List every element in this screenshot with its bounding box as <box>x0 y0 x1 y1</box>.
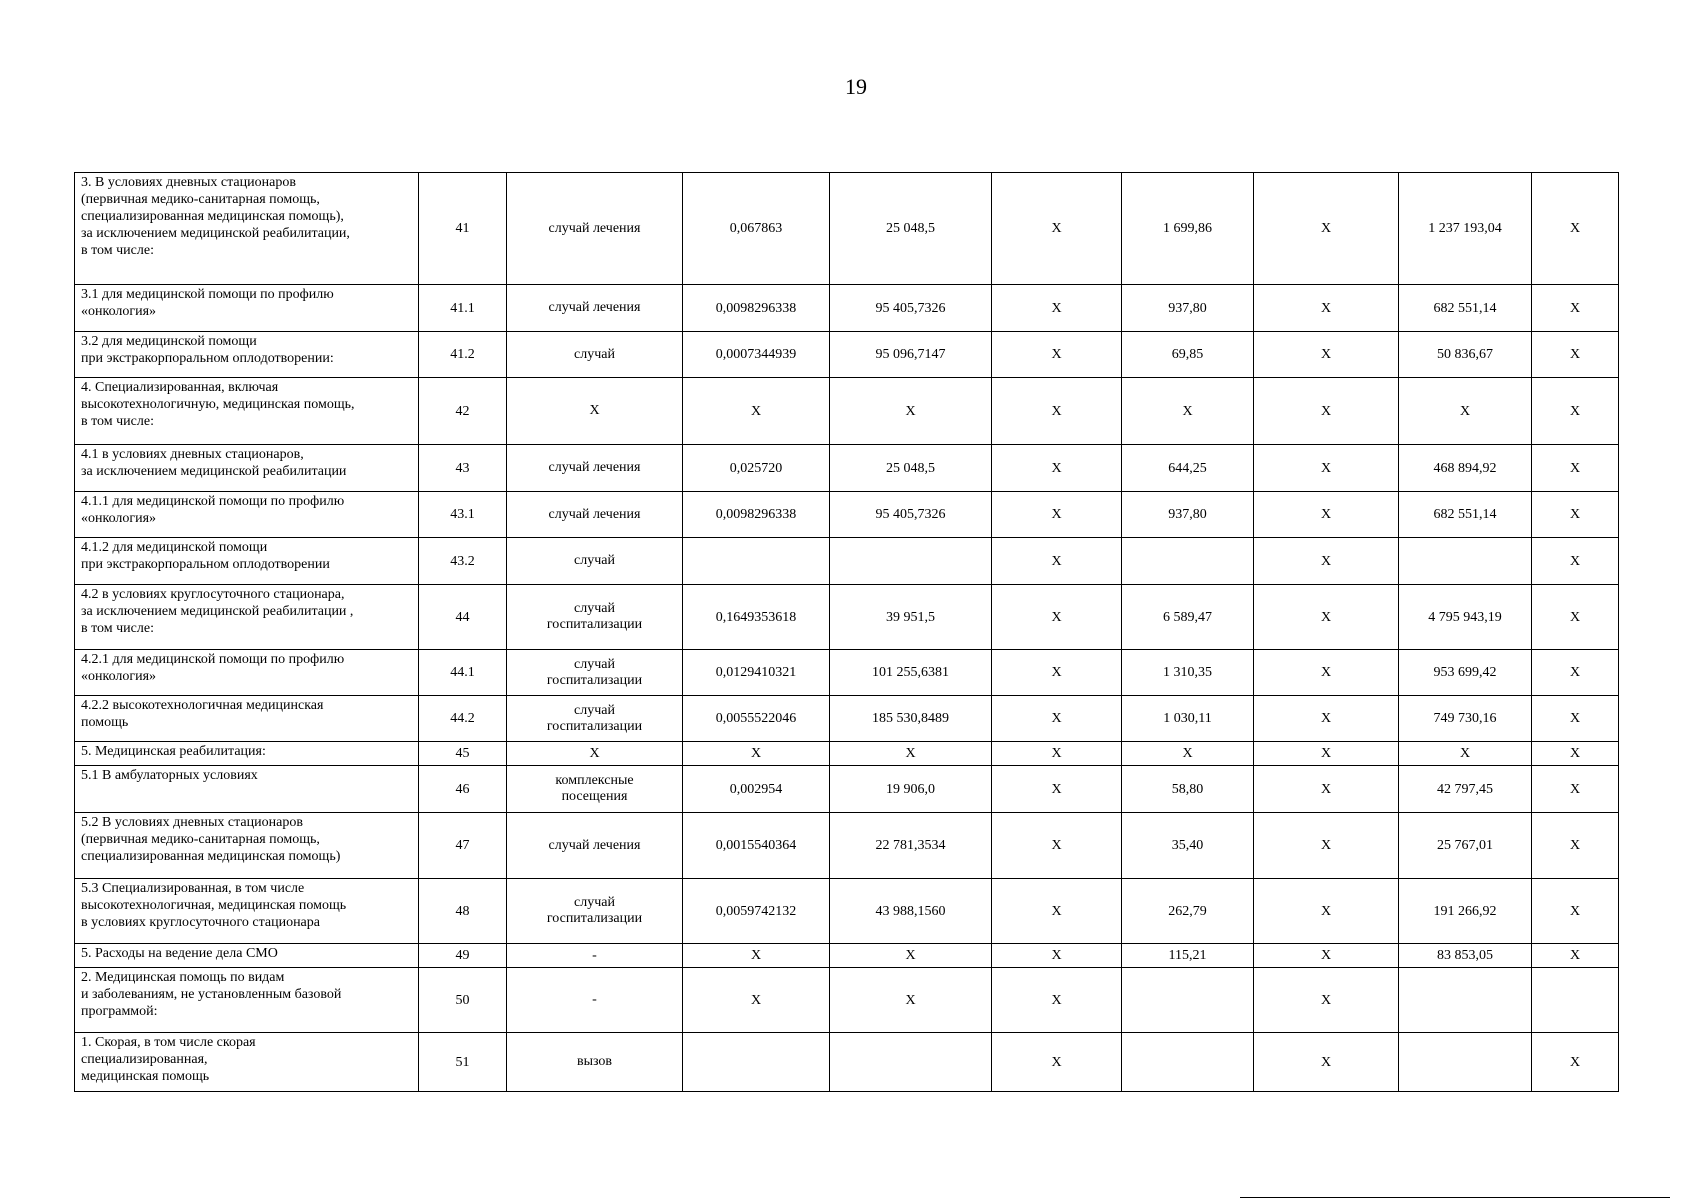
value-x1-cell: X <box>992 445 1122 492</box>
value-x2-cell: X <box>1254 492 1399 538</box>
cost-norm-cell: 185 530,8489 <box>830 696 992 742</box>
row-code-cell: 46 <box>419 766 507 813</box>
total-cost-cell: 25 767,01 <box>1399 813 1532 879</box>
value-x2-cell: X <box>1254 879 1399 944</box>
value-x2-cell: X <box>1254 285 1399 332</box>
row-name-cell: 4.1.1 для медицинской помощи по профилю «онкология» <box>75 492 419 538</box>
row-code-cell: 41.2 <box>419 332 507 378</box>
financing-table <box>74 172 1619 1092</box>
value-x1-cell: X <box>992 492 1122 538</box>
value-x1-cell: X <box>992 173 1122 285</box>
row-code-cell: 43.1 <box>419 492 507 538</box>
volume-norm-cell: X <box>683 968 830 1033</box>
unit-of-measure-cell: X <box>507 742 683 766</box>
total-cost-cell: 83 853,05 <box>1399 944 1532 968</box>
total-cost-cell: 191 266,92 <box>1399 879 1532 944</box>
row-name-cell: 3.1 для медицинской помощи по профилю «онкология» <box>75 285 419 332</box>
value-x3-cell: X <box>1532 285 1619 332</box>
table-row <box>75 492 1619 538</box>
table-row <box>75 585 1619 650</box>
cost-norm-cell: 95 405,7326 <box>830 492 992 538</box>
table-row <box>75 696 1619 742</box>
row-code-cell: 41.1 <box>419 285 507 332</box>
table-row <box>75 445 1619 492</box>
volume-norm-cell: 0,0015540364 <box>683 813 830 879</box>
value-x2-cell: X <box>1254 696 1399 742</box>
cost-norm-cell <box>830 1033 992 1092</box>
volume-norm-cell: X <box>683 742 830 766</box>
unit-of-measure-cell: случай лечения <box>507 173 683 285</box>
value-x3-cell: X <box>1532 944 1619 968</box>
unit-of-measure-cell: случай <box>507 332 683 378</box>
volume-norm-cell: 0,1649353618 <box>683 585 830 650</box>
unit-of-measure-cell: - <box>507 968 683 1033</box>
volume-norm-cell: X <box>683 944 830 968</box>
cost-norm-cell: X <box>830 944 992 968</box>
table-row <box>75 968 1619 1033</box>
per-capita-norm-cell: 937,80 <box>1122 285 1254 332</box>
row-name-cell: 4. Специализированная, включая высокотехнологичную, медицинская помощь, в том числе: <box>75 378 419 445</box>
footer-rule <box>1240 1197 1670 1198</box>
row-name-cell: 4.2.1 для медицинской помощи по профилю «онкология» <box>75 650 419 696</box>
value-x1-cell: X <box>992 1033 1122 1092</box>
per-capita-norm-cell: X <box>1122 742 1254 766</box>
row-name-cell: 2. Медицинская помощь по видам и заболеваниям, не установленным базовой программой: <box>75 968 419 1033</box>
total-cost-cell: 468 894,92 <box>1399 445 1532 492</box>
volume-norm-cell <box>683 1033 830 1092</box>
row-name-cell: 4.1.2 для медицинской помощи при экстракорпоральном оплодотворении <box>75 538 419 585</box>
unit-of-measure-cell: - <box>507 944 683 968</box>
cost-norm-cell: 101 255,6381 <box>830 650 992 696</box>
value-x1-cell: X <box>992 650 1122 696</box>
table-row <box>75 650 1619 696</box>
volume-norm-cell: 0,0129410321 <box>683 650 830 696</box>
table-row <box>75 944 1619 968</box>
total-cost-cell: 682 551,14 <box>1399 492 1532 538</box>
unit-of-measure-cell: случай лечения <box>507 445 683 492</box>
value-x2-cell: X <box>1254 944 1399 968</box>
value-x3-cell: X <box>1532 766 1619 813</box>
row-code-cell: 49 <box>419 944 507 968</box>
value-x2-cell: X <box>1254 332 1399 378</box>
total-cost-cell <box>1399 538 1532 585</box>
value-x3-cell: X <box>1532 742 1619 766</box>
unit-of-measure-cell: вызов <box>507 1033 683 1092</box>
unit-of-measure-cell: случай госпитализации <box>507 585 683 650</box>
value-x3-cell: X <box>1532 492 1619 538</box>
per-capita-norm-cell: 1 310,35 <box>1122 650 1254 696</box>
cost-norm-cell: X <box>830 742 992 766</box>
row-name-cell: 4.2 в условиях круглосуточного стационара, за исключением медицинской реабилитации , в том числе: <box>75 585 419 650</box>
row-code-cell: 44.1 <box>419 650 507 696</box>
value-x3-cell: X <box>1532 445 1619 492</box>
row-code-cell: 41 <box>419 173 507 285</box>
unit-of-measure-cell: случай госпитализации <box>507 879 683 944</box>
volume-norm-cell: 0,0055522046 <box>683 696 830 742</box>
row-code-cell: 43.2 <box>419 538 507 585</box>
page-number: 19 <box>845 74 867 99</box>
value-x1-cell: X <box>992 538 1122 585</box>
table-row <box>75 813 1619 879</box>
total-cost-cell: 50 836,67 <box>1399 332 1532 378</box>
value-x3-cell <box>1532 968 1619 1033</box>
volume-norm-cell: 0,025720 <box>683 445 830 492</box>
table-row <box>75 538 1619 585</box>
volume-norm-cell: 0,067863 <box>683 173 830 285</box>
cost-norm-cell: 95 405,7326 <box>830 285 992 332</box>
row-name-cell: 5.2 В условиях дневных стационаров (первичная медико-санитарная помощь, специализированная медицинская помощь) <box>75 813 419 879</box>
value-x3-cell: X <box>1532 813 1619 879</box>
value-x1-cell: X <box>992 378 1122 445</box>
value-x2-cell: X <box>1254 650 1399 696</box>
cost-norm-cell: 25 048,5 <box>830 173 992 285</box>
unit-of-measure-cell: случай лечения <box>507 285 683 332</box>
unit-of-measure-cell: X <box>507 378 683 445</box>
value-x3-cell: X <box>1532 879 1619 944</box>
cost-norm-cell: X <box>830 378 992 445</box>
cost-norm-cell: 22 781,3534 <box>830 813 992 879</box>
cost-norm-cell: 19 906,0 <box>830 766 992 813</box>
per-capita-norm-cell <box>1122 968 1254 1033</box>
value-x1-cell: X <box>992 742 1122 766</box>
value-x3-cell: X <box>1532 1033 1619 1092</box>
value-x2-cell: X <box>1254 445 1399 492</box>
per-capita-norm-cell: X <box>1122 378 1254 445</box>
total-cost-cell: 1 237 193,04 <box>1399 173 1532 285</box>
row-name-cell: 5.3 Специализированная, в том числе высокотехнологичная, медицинская помощь в условиях круглосуточного стационара <box>75 879 419 944</box>
volume-norm-cell: 0,0059742132 <box>683 879 830 944</box>
value-x3-cell: X <box>1532 332 1619 378</box>
cost-norm-cell: 43 988,1560 <box>830 879 992 944</box>
volume-norm-cell <box>683 538 830 585</box>
cost-norm-cell <box>830 538 992 585</box>
cost-norm-cell: 95 096,7147 <box>830 332 992 378</box>
total-cost-cell: 42 797,45 <box>1399 766 1532 813</box>
row-name-cell: 4.1 в условиях дневных стационаров, за исключением медицинской реабилитации <box>75 445 419 492</box>
value-x2-cell: X <box>1254 585 1399 650</box>
row-name-cell: 1. Скорая, в том числе скорая специализированная, медицинская помощь <box>75 1033 419 1092</box>
value-x3-cell: X <box>1532 650 1619 696</box>
row-name-cell: 3. В условиях дневных стационаров (первичная медико-санитарная помощь, специализированная медицинская помощь), за исключением медицинской реабилитации, в том числе: <box>75 173 419 285</box>
row-code-cell: 44 <box>419 585 507 650</box>
cost-norm-cell: 39 951,5 <box>830 585 992 650</box>
value-x1-cell: X <box>992 285 1122 332</box>
total-cost-cell: 4 795 943,19 <box>1399 585 1532 650</box>
total-cost-cell <box>1399 1033 1532 1092</box>
total-cost-cell: 682 551,14 <box>1399 285 1532 332</box>
total-cost-cell <box>1399 968 1532 1033</box>
total-cost-cell: 953 699,42 <box>1399 650 1532 696</box>
per-capita-norm-cell: 1 699,86 <box>1122 173 1254 285</box>
unit-of-measure-cell: случай лечения <box>507 492 683 538</box>
value-x3-cell: X <box>1532 696 1619 742</box>
value-x1-cell: X <box>992 332 1122 378</box>
value-x3-cell: X <box>1532 378 1619 445</box>
row-name-cell: 5. Медицинская реабилитация: <box>75 742 419 766</box>
value-x3-cell: X <box>1532 585 1619 650</box>
table-row <box>75 1033 1619 1092</box>
cost-norm-cell: 25 048,5 <box>830 445 992 492</box>
per-capita-norm-cell: 115,21 <box>1122 944 1254 968</box>
value-x1-cell: X <box>992 766 1122 813</box>
per-capita-norm-cell: 35,40 <box>1122 813 1254 879</box>
row-code-cell: 50 <box>419 968 507 1033</box>
per-capita-norm-cell: 1 030,11 <box>1122 696 1254 742</box>
row-code-cell: 42 <box>419 378 507 445</box>
table-row <box>75 285 1619 332</box>
value-x2-cell: X <box>1254 1033 1399 1092</box>
row-name-cell: 4.2.2 высокотехнологичная медицинская помощь <box>75 696 419 742</box>
unit-of-measure-cell: комплексные посещения <box>507 766 683 813</box>
volume-norm-cell: X <box>683 378 830 445</box>
value-x1-cell: X <box>992 813 1122 879</box>
table-row <box>75 332 1619 378</box>
value-x2-cell: X <box>1254 968 1399 1033</box>
row-name-cell: 3.2 для медицинской помощи при экстракорпоральном оплодотворении: <box>75 332 419 378</box>
table-row <box>75 879 1619 944</box>
table-row <box>75 173 1619 285</box>
total-cost-cell: 749 730,16 <box>1399 696 1532 742</box>
total-cost-cell: X <box>1399 378 1532 445</box>
row-name-cell: 5.1 В амбулаторных условиях <box>75 766 419 813</box>
unit-of-measure-cell: случай <box>507 538 683 585</box>
per-capita-norm-cell: 644,25 <box>1122 445 1254 492</box>
row-code-cell: 44.2 <box>419 696 507 742</box>
unit-of-measure-cell: случай лечения <box>507 813 683 879</box>
value-x1-cell: X <box>992 944 1122 968</box>
value-x2-cell: X <box>1254 813 1399 879</box>
row-code-cell: 43 <box>419 445 507 492</box>
value-x2-cell: X <box>1254 538 1399 585</box>
table-row <box>75 742 1619 766</box>
value-x1-cell: X <box>992 696 1122 742</box>
row-code-cell: 45 <box>419 742 507 766</box>
per-capita-norm-cell: 937,80 <box>1122 492 1254 538</box>
volume-norm-cell: 0,0098296338 <box>683 285 830 332</box>
row-code-cell: 47 <box>419 813 507 879</box>
value-x3-cell: X <box>1532 538 1619 585</box>
row-name-cell: 5. Расходы на ведение дела СМО <box>75 944 419 968</box>
unit-of-measure-cell: случай госпитализации <box>507 696 683 742</box>
value-x3-cell: X <box>1532 173 1619 285</box>
table-row <box>75 378 1619 445</box>
value-x2-cell: X <box>1254 742 1399 766</box>
volume-norm-cell: 0,002954 <box>683 766 830 813</box>
row-code-cell: 51 <box>419 1033 507 1092</box>
value-x2-cell: X <box>1254 378 1399 445</box>
total-cost-cell: X <box>1399 742 1532 766</box>
per-capita-norm-cell <box>1122 1033 1254 1092</box>
value-x2-cell: X <box>1254 173 1399 285</box>
per-capita-norm-cell: 58,80 <box>1122 766 1254 813</box>
volume-norm-cell: 0,0007344939 <box>683 332 830 378</box>
per-capita-norm-cell <box>1122 538 1254 585</box>
value-x1-cell: X <box>992 968 1122 1033</box>
table-row <box>75 766 1619 813</box>
value-x1-cell: X <box>992 585 1122 650</box>
unit-of-measure-cell: случай госпитализации <box>507 650 683 696</box>
value-x2-cell: X <box>1254 766 1399 813</box>
per-capita-norm-cell: 69,85 <box>1122 332 1254 378</box>
row-code-cell: 48 <box>419 879 507 944</box>
per-capita-norm-cell: 262,79 <box>1122 879 1254 944</box>
volume-norm-cell: 0,0098296338 <box>683 492 830 538</box>
per-capita-norm-cell: 6 589,47 <box>1122 585 1254 650</box>
cost-norm-cell: X <box>830 968 992 1033</box>
value-x1-cell: X <box>992 879 1122 944</box>
